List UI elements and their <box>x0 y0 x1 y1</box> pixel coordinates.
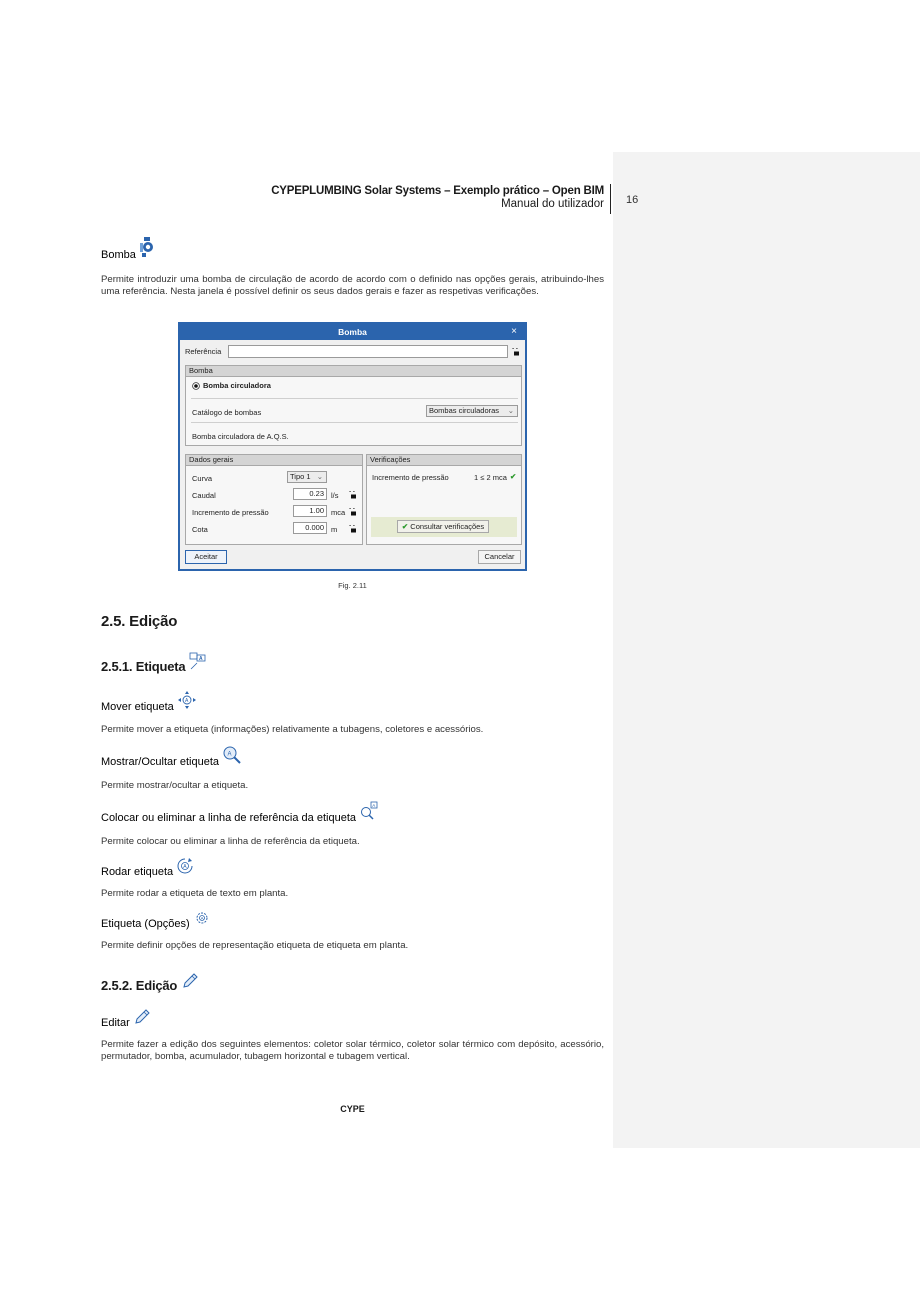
page-number: 16 <box>626 194 639 206</box>
etiqueta-opcoes-heading <box>101 909 604 930</box>
caudal-input[interactable]: 0.23 <box>293 488 327 500</box>
cota-unit: m <box>331 525 338 534</box>
colocar-linha-heading <box>101 801 604 824</box>
group-bomba-header: Bomba <box>185 365 522 377</box>
curva-value: Tipo 1 <box>290 472 311 481</box>
radio-label: Bomba circuladora <box>203 381 271 390</box>
mostrar-etiqueta-heading <box>101 745 604 768</box>
etiqueta-opcoes-description: Permite definir opções de representação etiqueta de etiqueta em planta. <box>101 940 409 951</box>
consult-button-label: Consultar verificações <box>410 522 485 531</box>
cota-input[interactable]: 0.000 <box>293 522 327 534</box>
divider <box>191 398 518 399</box>
referencia-input[interactable] <box>228 345 508 358</box>
lock-icon[interactable] <box>349 491 356 498</box>
close-icon[interactable]: × <box>511 326 517 337</box>
verificacoes-body <box>366 466 522 545</box>
rodar-etiqueta-heading <box>101 857 604 878</box>
group-bomba-body <box>185 377 522 446</box>
cota-label: Cota <box>192 525 208 534</box>
radio-bomba-circuladora[interactable] <box>192 381 271 390</box>
verificacoes-header: Verificações <box>366 454 522 466</box>
svg-text:A: A <box>227 751 232 758</box>
lock-icon[interactable] <box>349 525 356 532</box>
catalogo-label: Catálogo de bombas <box>192 408 262 417</box>
curva-label: Curva <box>192 474 213 483</box>
mover-etiqueta-description: Permite mover a etiqueta (informações) relativamente a tubagens, coletores e acessórios. <box>101 724 484 735</box>
dados-gerais-header: Dados gerais <box>185 454 363 466</box>
caudal-label: Caudal <box>192 491 216 500</box>
header-title: CYPEPLUMBING Solar Systems – Exemplo prático – Open BIM <box>271 185 604 197</box>
mover-etiqueta-heading <box>101 690 604 713</box>
svg-text:A: A <box>200 915 204 921</box>
colocar-linha-text: Colocar ou eliminar a linha de referência da etiqueta <box>101 812 356 824</box>
pencil-icon <box>181 972 199 993</box>
gear-icon <box>193 909 211 930</box>
svg-text:A: A <box>372 803 376 808</box>
chevron-down-icon: ⌄ <box>316 472 323 481</box>
label-icon <box>189 651 207 674</box>
edicao-title <box>101 972 604 993</box>
rodar-etiqueta-text: Rodar etiqueta <box>101 866 174 878</box>
dialog-title: Bomba <box>338 327 367 337</box>
svg-text:A: A <box>184 698 189 704</box>
check-icon: ✔ <box>510 472 517 481</box>
mostrar-etiqueta-description: Permite mostrar/ocultar a etiqueta. <box>101 780 249 791</box>
check-label: Incremento de pressão <box>372 473 449 482</box>
svg-text:A: A <box>183 864 187 870</box>
bomba-description-text: Bomba circuladora de A.Q.S. <box>192 432 289 441</box>
colocar-linha-description: Permite colocar ou eliminar a linha de referência da etiqueta. <box>101 836 360 847</box>
edicao-title-text: 2.5.2. Edição <box>101 978 178 993</box>
dados-gerais-body <box>185 466 363 545</box>
divider <box>191 422 518 423</box>
incremento-label: Incremento de pressão <box>192 508 269 517</box>
etiqueta-opcoes-text: Etiqueta (Opções) <box>101 918 190 930</box>
accept-button[interactable]: Aceitar <box>185 550 227 564</box>
incremento-unit: mca <box>331 508 346 517</box>
mover-etiqueta-text: Mover etiqueta <box>101 701 174 713</box>
editar-description: Permite fazer a edição dos seguintes elementos: coletor solar térmico, coletor solar térmico com depósito, acessório, permutador, bomba, acumulador, tubagem horizontal e tubagem vertical. <box>101 1039 604 1063</box>
cancel-button[interactable]: Cancelar <box>478 550 521 564</box>
reference-line-icon <box>359 801 379 824</box>
lock-icon[interactable] <box>349 508 356 515</box>
etiqueta-title <box>101 651 604 674</box>
lock-icon[interactable] <box>512 348 519 355</box>
dialog-titlebar <box>180 324 525 340</box>
incremento-input[interactable]: 1.00 <box>293 505 327 517</box>
check-icon: ✔ <box>401 522 409 531</box>
curva-select[interactable] <box>287 471 327 483</box>
catalogo-value: Bombas circuladoras <box>429 406 500 415</box>
figure-caption: Fig. 2.11 <box>338 581 367 590</box>
consult-verifications-button[interactable] <box>397 520 489 533</box>
caudal-unit: l/s <box>331 491 339 500</box>
bomba-dialog <box>178 322 527 571</box>
catalogo-select[interactable] <box>426 405 518 417</box>
header-divider <box>610 184 611 214</box>
rodar-etiqueta-description: Permite rodar a etiqueta de texto em planta. <box>101 888 289 899</box>
section-title: 2.5. Edição <box>101 613 178 630</box>
margin-sidebar <box>613 152 920 1148</box>
page-header <box>271 185 604 210</box>
move-label-icon <box>177 690 197 713</box>
radio-icon <box>192 382 200 390</box>
pencil-icon <box>133 1008 151 1029</box>
rotate-label-icon <box>176 857 194 878</box>
etiqueta-title-text: 2.5.1. Etiqueta <box>101 659 186 674</box>
svg-text:A: A <box>199 656 203 662</box>
mostrar-etiqueta-text: Mostrar/Ocultar etiqueta <box>101 756 219 768</box>
bomba-description: Permite introduzir uma bomba de circulação de acordo de acordo com o definido nas opções gerais, atribuindo-lhes uma referência. Nesta janela é possível definir os seus dados gerais e fazer as respetivas verificações. <box>101 274 604 298</box>
page-footer: CYPE <box>340 1104 365 1114</box>
header-subtitle: Manual do utilizador <box>501 198 604 210</box>
bomba-heading-text: Bomba <box>101 249 136 261</box>
check-value: 1 ≤ 2 mca <box>474 473 507 482</box>
referencia-label: Referência <box>185 347 222 356</box>
bomba-heading <box>101 236 604 261</box>
editar-text: Editar <box>101 1017 130 1029</box>
show-hide-label-icon <box>222 745 242 768</box>
chevron-down-icon: ⌄ <box>507 406 514 415</box>
editar-heading <box>101 1008 604 1029</box>
pump-icon <box>139 236 155 261</box>
